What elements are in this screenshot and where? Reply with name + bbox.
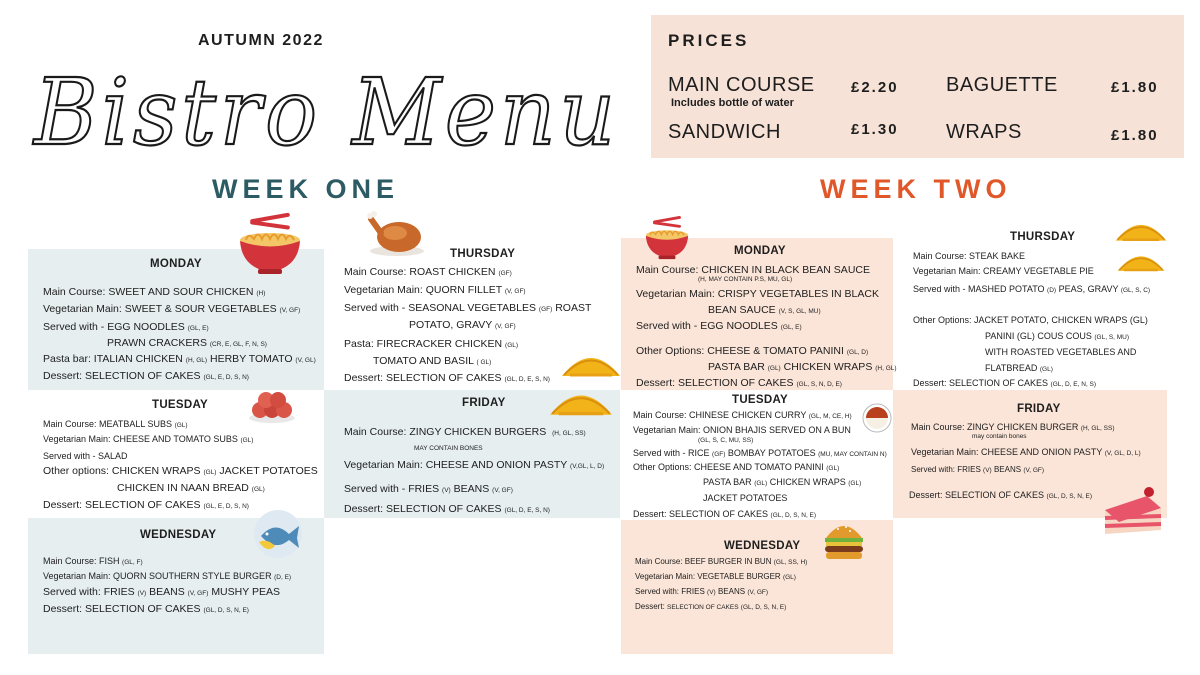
menu-line: Main Course: MEATBALL SUBS (GL): [43, 419, 188, 429]
menu-line: Dessert: SELECTION OF CAKES (GL, S, N, D, E): [636, 377, 842, 389]
menu-line: Vegetarian Main: VEGETABLE BURGER (GL): [635, 572, 796, 581]
menu-line: Served with - EGG NOODLES (GL, E): [43, 321, 209, 333]
meatballs-icon: [248, 388, 296, 424]
menu-line: WITH ROASTED VEGETABLES AND: [985, 347, 1137, 357]
price-value-main-course: £2.20: [851, 79, 899, 96]
menu-line: Served with: FRIES (V) BEANS (V, GF): [635, 587, 769, 596]
menu-line: Main Course: CHICKEN IN BLACK BEAN SAUCE: [636, 264, 870, 276]
day-heading: MONDAY: [150, 258, 202, 270]
menu-line: Served with - SEASONAL VEGETABLES (GF) ROAST: [344, 302, 592, 314]
burger-icon: [822, 520, 866, 562]
menu-line: Main Course: ROAST CHICKEN (GF): [344, 266, 512, 278]
season-label: AUTUMN 2022: [198, 32, 324, 49]
day-heading: THURSDAY: [1010, 231, 1076, 243]
menu-line: JACKET POTATOES: [703, 493, 788, 503]
menu-line: Other Options: CHEESE AND TOMATO PANINI (GL): [633, 462, 840, 472]
day-heading: FRIDAY: [462, 397, 506, 409]
menu-line: Pasta: FIRECRACKER CHICKEN (GL): [344, 338, 519, 350]
menu-title: [30, 52, 630, 172]
menu-line: PRAWN CRACKERS (CR, E, GL, F, N, S): [107, 337, 267, 349]
day-heading: FRIDAY: [1017, 403, 1061, 415]
menu-note: (H, MAY CONTAIN P.S, MU, GL): [698, 276, 793, 283]
menu-line: Vegetarian Main: ONION BHAJIS SERVED ON A BUN: [633, 425, 851, 435]
menu-line: Dessert: SELECTION OF CAKES (GL, E, D, S, N): [43, 370, 249, 382]
cake-icon: [1103, 478, 1163, 538]
price-label-sandwich: SANDWICH: [668, 121, 781, 143]
price-value-baguette: £1.80: [1111, 79, 1159, 96]
menu-line: Dessert: SELECTION OF CAKES (GL, D, E, S, N): [344, 372, 550, 384]
menu-line: Main Course: FISH (GL, F): [43, 556, 143, 566]
menu-line: PANINI (GL) COUS COUS (GL, S, MU): [985, 331, 1130, 341]
menu-line: Served with: FRIES (V) BEANS (V, GF) MUSHY PEAS: [43, 586, 280, 598]
menu-note: may contain bones: [972, 433, 1027, 440]
menu-line: Dessert: SELECTION OF CAKES (GL, D, S, N, E): [633, 509, 817, 519]
week2-tuesday-panel: [621, 390, 893, 520]
menu-line: Served with - RICE (GF) BOMBAY POTATOES (MU, MAY CONTAIN N): [633, 448, 887, 458]
week-one-heading: WEEK ONE: [212, 174, 400, 204]
price-label-main-course: MAIN COURSE: [668, 74, 815, 96]
menu-line: Main Course: ZINGY CHICKEN BURGER (H, GL, SS): [911, 422, 1115, 432]
menu-line: PASTA BAR (GL) CHICKEN WRAPS (H, GL): [708, 361, 897, 373]
roast-chicken-icon: [365, 207, 425, 257]
pasty-icon: [1114, 216, 1168, 246]
menu-line: Vegetarian Main: CHEESE AND TOMATO SUBS (GL): [43, 434, 254, 444]
menu-line: Dessert: SELECTION OF CAKES (GL, D, S, N, E): [909, 490, 1093, 500]
menu-line: Other options: CHICKEN WRAPS (GL) JACKET POTATOES: [43, 465, 318, 477]
curry-icon: [862, 398, 892, 434]
price-label-wraps: WRAPS: [946, 121, 1022, 143]
menu-line: POTATO, GRAVY (V, GF): [409, 319, 516, 331]
pasty-icon: [548, 385, 614, 421]
day-heading: THURSDAY: [450, 248, 516, 260]
menu-line: Pasta bar: ITALIAN CHICKEN (H, GL) HERBY TOMATO (V, GL): [43, 353, 316, 365]
menu-line: Vegetarian Main: QUORN SOUTHERN STYLE BURGER (D, E): [43, 571, 292, 581]
day-heading: WEDNESDAY: [724, 540, 801, 552]
menu-line: Dessert: SELECTION OF CAKES (GL, D, S, N, E): [635, 602, 787, 611]
prices-heading: PRICES: [668, 31, 750, 50]
menu-line: Vegetarian Main: CHEESE AND ONION PASTY (V,GL, L, D): [344, 459, 605, 471]
menu-note: MAY CONTAIN BONES: [414, 445, 483, 452]
price-note-main-course: Includes bottle of water: [671, 97, 794, 109]
menu-line: Dessert: SELECTION OF CAKES (GL, D, S, N, E): [43, 603, 249, 615]
pasty-icon: [560, 350, 622, 380]
menu-line: Dessert: SELECTION OF CAKES (GL, D, E, S, N): [344, 503, 550, 515]
pasty-icon: [1116, 248, 1166, 276]
week-two-heading: WEEK TWO: [820, 174, 1012, 204]
day-heading: WEDNESDAY: [140, 529, 217, 541]
menu-line: Served with - EGG NOODLES (GL, E): [636, 320, 802, 332]
menu-line: Main Course: STEAK BAKE: [913, 251, 1026, 261]
noodle-bowl-icon: [236, 210, 304, 278]
menu-line: Vegetarian Main: QUORN FILLET (V, GF): [344, 284, 526, 296]
menu-line: Vegetarian Main: CRISPY VEGETABLES IN BLACK: [636, 288, 879, 300]
menu-line: Vegetarian Main: SWEET & SOUR VEGETABLES (V, GF): [43, 303, 301, 315]
menu-line: Dessert: SELECTION OF CAKES (GL, D, E, N, S): [913, 378, 1097, 388]
menu-line: Vegetarian Main: CREAMY VEGETABLE PIE: [913, 266, 1094, 276]
menu-line: CHICKEN IN NAAN BREAD (GL): [117, 482, 265, 494]
price-value-wraps: £1.80: [1111, 127, 1159, 144]
menu-line: Served with - FRIES (V) BEANS (V, GF): [344, 483, 513, 495]
menu-line: FLATBREAD (GL): [985, 363, 1053, 373]
menu-line: Main Course: SWEET AND SOUR CHICKEN (H): [43, 286, 266, 298]
menu-line: Main Course: ZINGY CHICKEN BURGERS (H, GL, SS): [344, 426, 586, 438]
menu-line: Main Course: CHINESE CHICKEN CURRY (GL, M, CE, H): [633, 410, 852, 420]
prices-box: [651, 15, 1184, 158]
day-heading: TUESDAY: [732, 394, 788, 406]
menu-line: Served with - SALAD: [43, 451, 128, 461]
menu-line: Main Course: BEEF BURGER IN BUN (GL, SS, H): [635, 557, 808, 566]
menu-line: TOMATO AND BASIL ( GL): [373, 355, 492, 367]
menu-line: Vegetarian Main: CHEESE AND ONION PASTY (V, GL, D, L): [911, 447, 1141, 457]
day-heading: MONDAY: [734, 245, 786, 257]
menu-line: Served with: FRIES (V) BEANS (V, GF): [911, 465, 1045, 474]
fish-icon: [253, 508, 303, 560]
noodle-bowl-icon: [643, 214, 691, 262]
menu-line: BEAN SAUCE (V, S, GL, MU): [708, 304, 821, 316]
price-label-baguette: BAGUETTE: [946, 74, 1058, 96]
menu-line: Dessert: SELECTION OF CAKES (GL, E, D, S, N): [43, 499, 249, 511]
menu-title-text: Bistro Menu: [32, 59, 619, 166]
price-value-sandwich: £1.30: [851, 121, 899, 138]
menu-line: Other Options: CHEESE & TOMATO PANINI (GL, D): [636, 345, 869, 357]
menu-line: PASTA BAR (GL) CHICKEN WRAPS (GL): [703, 477, 862, 487]
menu-line: Other Options: JACKET POTATO, CHICKEN WRAPS (GL): [913, 315, 1148, 325]
menu-note: (GL, S, C, MU, SS): [698, 437, 754, 444]
menu-line: Served with - MASHED POTATO (D) PEAS, GRAVY (GL, S, C): [913, 284, 1151, 294]
day-heading: TUESDAY: [152, 399, 208, 411]
